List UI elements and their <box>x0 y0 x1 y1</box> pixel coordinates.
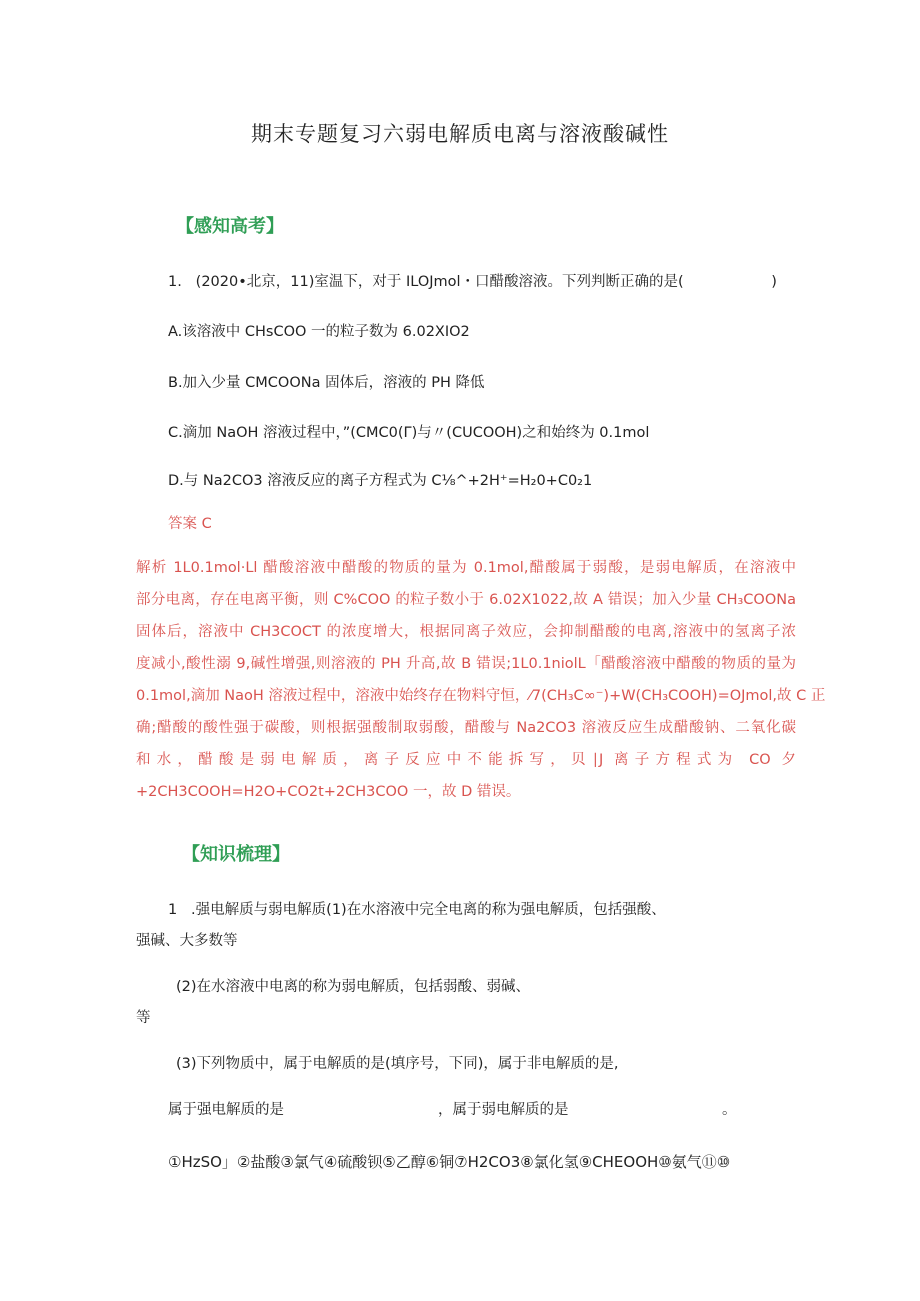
analysis-line: 部分电离，存在电离平衡，则 C%COO 的粒子数小于 6.02X1022,故 A 错误；加入少量 CH₃COONa <box>136 592 796 608</box>
analysis-line: 确;醋酸的酸性强于碳酸，则根据强酸制取弱酸，醋酸与 Na2CO3 溶液反应生成醋酸钠、二氧化碳 <box>136 720 796 736</box>
option-c: C.滴加 NaOH 溶液过程中，”(CMC0(Γ)与〃(CUCOOH)之和始终为 0.1mol <box>168 425 650 441</box>
substance-list: ①HzSO」②盐酸③氯气④硫酸钡⑤乙醇⑥铜⑦H2CO3⑧氯化氢⑨CHEOOH⑩氨气⑪⑩ <box>168 1153 731 1171</box>
option-d: D.与 Na2CO3 溶液反应的离子方程式为 C⅛^+2H⁺=H₂0+C0₂1 <box>168 473 593 489</box>
knowledge-item-3-line-2a: 属于强电解质的是 <box>168 1102 284 1118</box>
knowledge-item-3-line-1: (3)下列物质中，属于电解质的是(填序号，下同)，属于非电解质的是, <box>176 1056 619 1072</box>
answer-label: 答案 C <box>168 516 212 532</box>
analysis-paragraph <box>136 552 826 808</box>
knowledge-item-3-line-2b: ，属于弱电解质的是 <box>438 1102 569 1118</box>
knowledge-item-3-line-2c: 。 <box>722 1102 737 1118</box>
analysis-line: 固体后，溶液中 CH3COCT 的浓度增大，根据同离子效应，会抑制醋酸的电离,溶液中的氢离子浓 <box>136 624 796 640</box>
analysis-line: 0.1mol,滴加 NaoH 溶液过程中，溶液中始终存在物料守恒，⁄7(CH₃C∞⁻)+W(CH₃COOH)=OJmol,故 C 正 <box>136 688 826 704</box>
knowledge-item-1-line-2: 强碱、大多数等 <box>136 933 238 949</box>
knowledge-item-2-line-1: (2)在水溶液中电离的称为弱电解质，包括弱酸、弱碱、 <box>176 979 531 995</box>
analysis-line: 解析 1L0.1mol·Ll 醋酸溶液中醋酸的物质的量为 0.1mol,醋酸属于弱酸，是弱电解质，在溶液中 <box>136 560 796 576</box>
page-title: 期末专题复习六弱电解质电离与溶液酸碱性 <box>251 122 669 146</box>
question-stem: 1. (2020•北京，11)室温下，对于 ILOJmol・口醋酸溶液。下列判断正确的是( ) <box>168 274 777 290</box>
analysis-line: 和水，醋酸是弱电解质，离子反应中不能拆写，贝∣J 离子方程式为 CO 夕 <box>136 752 796 768</box>
section-heading-gaokao: 【感知高考】 <box>176 216 284 237</box>
option-b: B.加入少量 CMCOONa 固体后，溶液的 PH 降低 <box>168 375 485 391</box>
knowledge-item-1-line-1: 1 .强电解质与弱电解质(1)在水溶液中完全电离的称为强电解质，包括强酸、 <box>168 902 666 918</box>
knowledge-item-2-line-2: 等 <box>136 1010 151 1026</box>
analysis-line: 度减小,酸性溺 9,碱性增强,则溶液的 PH 升高,故 B 错误;1L0.1niolL「醋酸溶液中醋酸的物质的量为 <box>136 656 796 672</box>
section-heading-knowledge: 【知识梳理】 <box>182 844 290 865</box>
option-a: A.该溶液中 CHsCOO 一的粒子数为 6.02XIO2 <box>168 324 470 340</box>
analysis-line: +2CH3COOH=H2O+CO2t+2CH3COO 一，故 D 错误。 <box>136 784 521 800</box>
